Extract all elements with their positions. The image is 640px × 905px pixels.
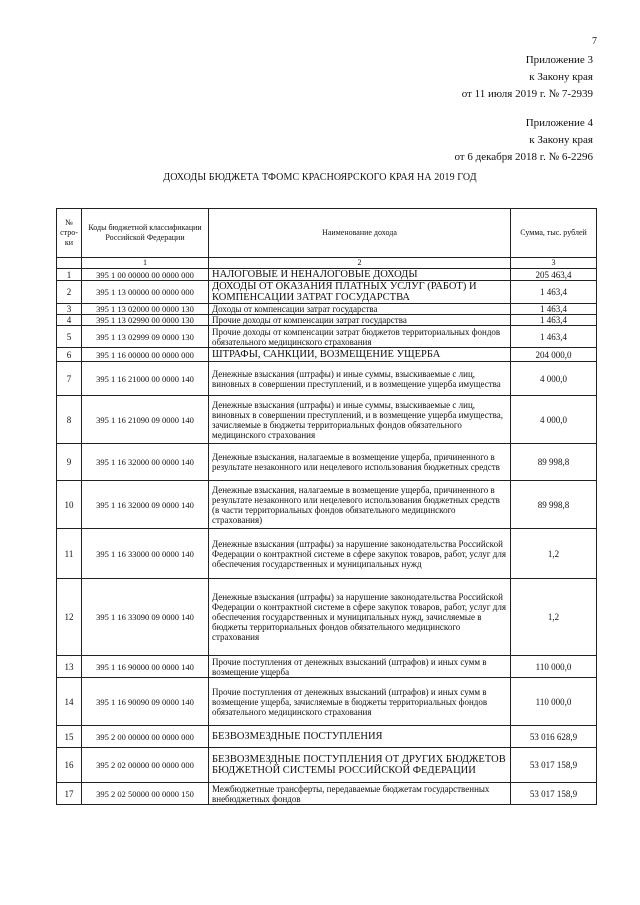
table-row	[57, 481, 597, 529]
table-row	[57, 348, 597, 362]
row-name: Прочие доходы от компенсации затрат государства	[209, 315, 511, 326]
row-name: Прочие поступления от денежных взысканий (штрафов) и иных сумм в возмещение ущерба	[209, 656, 511, 678]
row-amount: 53 016 628,9	[511, 726, 597, 748]
row-name: Прочие поступления от денежных взысканий (штрафов) и иных сумм в возмещение ущерба, зачисляемые в бюджеты территориальных фондов обязательного медицинского страхования	[209, 678, 511, 726]
row-code: 395 1 13 02000 00 0000 130	[82, 304, 209, 315]
header-name: Наименование дохода	[209, 209, 511, 258]
row-name: Доходы от компенсации затрат государства	[209, 304, 511, 315]
row-name: БЕЗВОЗМЕЗДНЫЕ ПОСТУПЛЕНИЯ	[209, 726, 511, 748]
row-name: Денежные взыскания (штрафы) и иные суммы, взыскиваемые с лиц, виновных в совершении преступлений, и в возмещение ущерба имущества, зачисляемые в бюджеты территориальных фондов обязательного медицинского страхования	[209, 396, 511, 444]
row-amount: 205 463,4	[511, 269, 597, 281]
row-code: 395 1 16 90000 00 0000 140	[82, 656, 209, 678]
row-number: 2	[57, 281, 82, 304]
column-index-1: 1	[82, 258, 209, 269]
table-row	[57, 304, 597, 315]
row-amount: 1 463,4	[511, 315, 597, 326]
table-header-row	[57, 209, 597, 258]
row-amount: 53 017 158,9	[511, 748, 597, 783]
table-row	[57, 281, 597, 304]
annex-3-law: к Закону края	[529, 71, 593, 83]
row-code: 395 2 00 00000 00 0000 000	[82, 726, 209, 748]
header-amount: Сумма, тыс. рублей	[511, 209, 597, 258]
row-number: 1	[57, 269, 82, 281]
row-code: 395 2 02 50000 00 0000 150	[82, 783, 209, 805]
row-amount: 1,2	[511, 579, 597, 656]
row-number: 10	[57, 481, 82, 529]
annex-3-block	[462, 52, 593, 103]
column-index-2: 2	[209, 258, 511, 269]
row-code: 395 1 13 02990 00 0000 130	[82, 315, 209, 326]
row-amount: 4 000,0	[511, 362, 597, 396]
annex-4-title: Приложение 4	[525, 117, 593, 129]
table-row	[57, 362, 597, 396]
table-row	[57, 748, 597, 783]
document-title: ДОХОДЫ БЮДЖЕТА ТФОМС КРАСНОЯРСКОГО КРАЯ НА 2019 ГОД	[163, 172, 477, 183]
row-number: 5	[57, 326, 82, 348]
row-amount: 110 000,0	[511, 678, 597, 726]
table-row	[57, 579, 597, 656]
row-code: 395 1 16 00000 00 0000 000	[82, 348, 209, 362]
income-table	[56, 208, 597, 805]
row-amount: 1,2	[511, 529, 597, 579]
table-row	[57, 529, 597, 579]
row-number: 3	[57, 304, 82, 315]
row-name: Денежные взыскания (штрафы) за нарушение законодательства Российской Федерации о контрактной системе в сфере закупок товаров, работ, услуг для обеспечения государственных и муниципальных нужд	[209, 529, 511, 579]
table-row	[57, 396, 597, 444]
row-code: 395 1 16 32000 09 0000 140	[82, 481, 209, 529]
row-amount: 204 000,0	[511, 348, 597, 362]
annex-3-title: Приложение 3	[525, 54, 593, 66]
annex-4-law: к Закону края	[529, 134, 593, 146]
row-number: 13	[57, 656, 82, 678]
row-name: Прочие доходы от компенсации затрат бюджетов территориальных фондов обязательного медицинского страхования	[209, 326, 511, 348]
row-number: 15	[57, 726, 82, 748]
row-number: 9	[57, 444, 82, 481]
annex-3-date: от 11 июля 2019 г. № 7-2939	[461, 88, 593, 100]
annex-4-date: от 6 декабря 2018 г. № 6-2296	[454, 151, 593, 163]
row-name: Денежные взыскания, налагаемые в возмещение ущерба, причиненного в результате незаконного или нецелевого использования бюджетных средств	[209, 444, 511, 481]
page-number: 7	[592, 36, 597, 47]
row-name: Межбюджетные трансферты, передаваемые бюджетам государственных внебюджетных фондов	[209, 783, 511, 805]
row-number: 14	[57, 678, 82, 726]
table-row	[57, 783, 597, 805]
row-code: 395 1 16 21090 09 0000 140	[82, 396, 209, 444]
row-number: 6	[57, 348, 82, 362]
row-code: 395 1 16 21000 00 0000 140	[82, 362, 209, 396]
row-name: ДОХОДЫ ОТ ОКАЗАНИЯ ПЛАТНЫХ УСЛУГ (РАБОТ) И КОМПЕНСАЦИИ ЗАТРАТ ГОСУДАРСТВА	[209, 281, 511, 304]
row-name: НАЛОГОВЫЕ И НЕНАЛОГОВЫЕ ДОХОДЫ	[209, 269, 511, 281]
row-number: 17	[57, 783, 82, 805]
row-code: 395 1 13 00000 00 0000 000	[82, 281, 209, 304]
table-row	[57, 326, 597, 348]
row-amount: 4 000,0	[511, 396, 597, 444]
row-number: 8	[57, 396, 82, 444]
row-code: 395 2 02 00000 00 0000 000	[82, 748, 209, 783]
row-code: 395 1 16 33090 09 0000 140	[82, 579, 209, 656]
table-row	[57, 444, 597, 481]
annex-4-block	[454, 115, 593, 166]
column-index-3: 3	[511, 258, 597, 269]
row-name: БЕЗВОЗМЕЗДНЫЕ ПОСТУПЛЕНИЯ ОТ ДРУГИХ БЮДЖЕТОВ БЮДЖЕТНОЙ СИСТЕМЫ РОССИЙСКОЙ ФЕДЕРАЦИИ	[209, 748, 511, 783]
table-row	[57, 269, 597, 281]
row-code: 395 1 16 33000 00 0000 140	[82, 529, 209, 579]
table-row	[57, 678, 597, 726]
row-number: 11	[57, 529, 82, 579]
table-row	[57, 656, 597, 678]
row-code: 395 1 13 02999 09 0000 130	[82, 326, 209, 348]
table-body	[57, 269, 597, 805]
row-amount: 89 998,8	[511, 481, 597, 529]
row-amount: 1 463,4	[511, 304, 597, 315]
header-code: Коды бюджетной классификации Российской Федерации	[82, 209, 209, 258]
row-amount: 1 463,4	[511, 326, 597, 348]
header-num: № стро-ки	[57, 209, 82, 258]
row-name: ШТРАФЫ, САНКЦИИ, ВОЗМЕЩЕНИЕ УЩЕРБА	[209, 348, 511, 362]
column-index-blank	[57, 258, 82, 269]
row-amount: 89 998,8	[511, 444, 597, 481]
row-name: Денежные взыскания (штрафы) и иные суммы, взыскиваемые с лиц, виновных в совершении преступлений, и в возмещение ущерба имущества	[209, 362, 511, 396]
row-number: 12	[57, 579, 82, 656]
row-code: 395 1 00 00000 00 0000 000	[82, 269, 209, 281]
row-code: 395 1 16 90090 09 0000 140	[82, 678, 209, 726]
column-index-row	[57, 258, 597, 269]
table-row	[57, 315, 597, 326]
row-number: 7	[57, 362, 82, 396]
row-amount: 1 463,4	[511, 281, 597, 304]
row-name: Денежные взыскания, налагаемые в возмещение ущерба, причиненного в результате незаконного или нецелевого использования бюджетных средств (в части территориальных фондов обязательного медицинского страхования)	[209, 481, 511, 529]
row-name: Денежные взыскания (штрафы) за нарушение законодательства Российской Федерации о контрактной системе в сфере закупок товаров, работ, услуг для обеспечения государственных и муниципальных нужд, зачисляемые в бюджеты территориальных фондов обязательного медицинского страхования	[209, 579, 511, 656]
row-number: 16	[57, 748, 82, 783]
row-amount: 110 000,0	[511, 656, 597, 678]
table-row	[57, 726, 597, 748]
row-code: 395 1 16 32000 00 0000 140	[82, 444, 209, 481]
row-number: 4	[57, 315, 82, 326]
row-amount: 53 017 158,9	[511, 783, 597, 805]
